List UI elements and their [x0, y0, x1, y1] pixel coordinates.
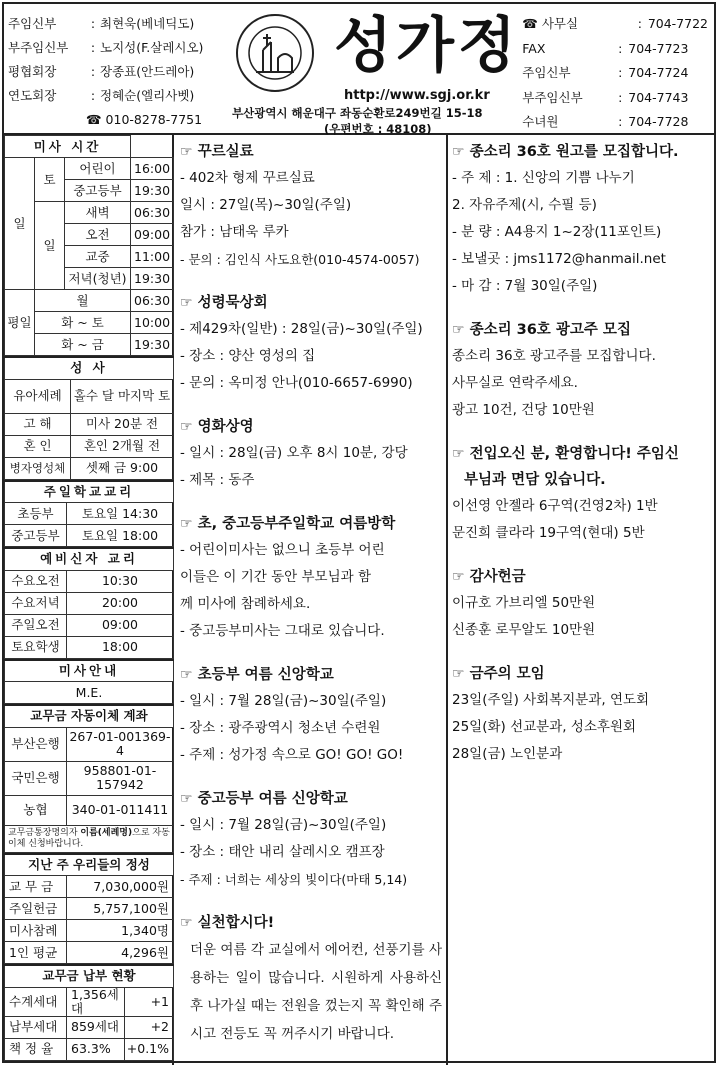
contact-label: 수녀원 [522, 114, 559, 129]
notice-column-right [448, 135, 716, 785]
item-name: 초등부 [5, 503, 67, 525]
phone-icon: ☎ [86, 112, 106, 127]
contact-row: FAX : 704-7723 [522, 37, 708, 62]
officer-row: 부주임신부 : 노지성(F.살레시오) [8, 36, 203, 60]
notice-block [180, 139, 442, 273]
autopay-table [4, 704, 174, 853]
notice-title-text: 성령묵상회 [197, 295, 268, 311]
officer-name: 노지성(F.살레시오) [100, 40, 204, 55]
sacraments-table [4, 356, 174, 480]
address: 부산광역시 해운대구 좌동순환로249번길 15-18 [232, 106, 483, 120]
notice-block [180, 662, 442, 769]
notice-line: 이들은 이 기간 동안 부모님과 함 [180, 569, 371, 585]
item-delta: +1 [124, 987, 173, 1016]
notice-block [452, 661, 712, 768]
notice-line: 참가 : 남태욱 루카 [180, 224, 289, 240]
item-value: 셋째 금 9:00 [71, 457, 174, 479]
notice-title-text: 종소리 36호 광고주 모집 [469, 322, 631, 338]
section-title: 교무금 납부 현황 [5, 965, 174, 987]
item-value: 미사 20분 전 [71, 413, 174, 435]
pointing-hand-icon: ☞ [180, 295, 193, 311]
item-delta: +2 [124, 1016, 173, 1038]
notice-title [180, 290, 442, 316]
notice-line: 일시 : 27일(목)~30일(주일) [180, 197, 352, 213]
contact-list [522, 12, 708, 135]
notice-line: 사무실로 연락주세요. [452, 375, 578, 391]
notice-title [180, 511, 442, 537]
notice-line: - 일시 : 28일(금) 오후 8시 10분, 강당 [180, 445, 408, 461]
item-value: 토요일 18:00 [67, 525, 174, 547]
bank-name: 국민은행 [5, 761, 67, 795]
item-name: 병자영성체 [5, 457, 71, 479]
item-name: 교 무 금 [5, 876, 67, 898]
notice-title-text: 금주의 모임 [469, 666, 545, 682]
officer-row: 연도회장 : 정혜순(엘리사벳) [8, 84, 203, 108]
mass-name: 어린이 [65, 158, 131, 180]
notice-block [180, 414, 442, 494]
mass-time: 19:30 [131, 180, 174, 202]
pointing-hand-icon: ☞ [180, 791, 193, 807]
notice-line: 28일(금) 노인분과 [452, 746, 563, 762]
officer-role: 연도회장 [8, 88, 57, 103]
mass-name: 교중 [65, 246, 131, 268]
pointing-hand-icon: ☞ [180, 419, 193, 435]
notice-line: - 문의 : 옥미정 안나(010-6657-6990) [180, 375, 413, 391]
mass-time: 11:00 [131, 246, 174, 268]
contact-label: FAX [522, 40, 546, 56]
contact-row: 부주임신부 : 704-7743 [522, 86, 708, 111]
mass-name: 오전 [65, 224, 131, 246]
note-emphasis: 이름(세례명) [80, 827, 133, 838]
section-title: 예비신자 교리 [5, 548, 174, 570]
pointing-hand-icon: ☞ [180, 667, 193, 683]
item-value: 혼인 2개월 전 [71, 435, 174, 457]
mass-time: 10:00 [131, 312, 174, 334]
pointing-hand-icon: ☞ [452, 666, 465, 682]
bank-name: 농협 [5, 795, 67, 825]
note-text: 교무금통장명의자 [8, 827, 81, 838]
section-title: 성 사 [5, 357, 174, 379]
notice-title-text: 초, 중고등부주일학교 여름방학 [197, 516, 396, 532]
notice-line: - 어린이미사는 없으니 초등부 어린 [180, 542, 385, 558]
notice-title [452, 441, 712, 467]
item-value: 5,757,100원 [67, 898, 174, 920]
notice-line: 종소리 36호 광고주를 모집합니다. [452, 348, 656, 364]
contact-number[interactable]: 704-7743 [628, 89, 689, 105]
notice-title-text: 중고등부 여름 신앙학교 [197, 791, 348, 807]
notice-line: - 장소 : 태안 내리 살레시오 캠프장 [180, 844, 385, 860]
notice-line: 문진희 클라라 19구역(현대) 5반 [452, 525, 645, 541]
header [4, 4, 714, 135]
item-name: 1인 평균 [5, 942, 67, 964]
notice-title [180, 414, 442, 440]
officer-role: 주임신부 [8, 16, 57, 31]
notice-line: - 문의 : 김인식 사도요한(010-4574-0057) [180, 252, 420, 267]
notice-block [452, 139, 712, 300]
notice-title [452, 661, 712, 687]
dues-table [4, 964, 174, 1061]
item-name: 중고등부 [5, 525, 67, 547]
notice-block [180, 786, 442, 893]
pointing-hand-icon: ☞ [180, 144, 193, 160]
notice-title [180, 139, 442, 165]
day-label: 일 [35, 202, 65, 290]
section-title: 지난 주 우리들의 정성 [5, 854, 174, 876]
notice-line: - 주제 : 너희는 세상의 빛이다(마태 5,14) [180, 872, 408, 887]
contact-number[interactable]: 704-7728 [628, 114, 689, 129]
section-title: 미사 시간 [5, 136, 131, 158]
mass-time: 06:30 [131, 202, 174, 224]
item-name: 책 정 율 [5, 1038, 67, 1060]
mass-name: 화 ~ 토 [35, 312, 131, 334]
item-name: 고 해 [5, 413, 71, 435]
contact-label: 주임신부 [522, 65, 571, 80]
pointing-hand-icon: ☞ [452, 446, 465, 462]
offerings-table [4, 853, 174, 965]
officer-row: 주임신부 : 최현욱(베네딕도) [8, 12, 203, 36]
notice-line: - 일시 : 7월 28일(금)~30일(주일) [180, 693, 387, 709]
officer-name: 장종표(안드레아) [100, 64, 195, 79]
mass-time: 19:30 [131, 334, 174, 356]
notice-title-text: 꾸르실료 [197, 144, 254, 160]
notice-line: 광고 10건, 건당 10만원 [452, 402, 595, 418]
bulletin-title: 성가정 [334, 11, 520, 81]
notice-title [452, 139, 712, 165]
notice-title-text: 실천합시다! [197, 915, 275, 931]
item-value: 09:00 [67, 614, 174, 636]
contact-label: 사무실 [541, 16, 579, 31]
sidebar [4, 135, 174, 1065]
item-value: 7,030,000원 [67, 876, 174, 898]
notice-title [180, 786, 442, 812]
officer-phone[interactable]: 010-8278-7751 [105, 112, 203, 127]
notice-email[interactable]: - 보낼곳 : jms1172@hanmail.net [452, 251, 666, 267]
notice-line: 께 미사에 참례하세요. [180, 596, 311, 612]
zipcode: (우편번호 : 48108) [324, 122, 432, 136]
officer-name: 최현욱(베네딕도) [100, 16, 195, 31]
notice-title-text: 종소리 36호 원고를 모집합니다. [469, 144, 679, 160]
section-title: 주일학교교리 [5, 481, 174, 503]
mass-time: 09:00 [131, 224, 174, 246]
item-value: 63.3% [67, 1038, 125, 1060]
item-name: 납부세대 [5, 1016, 67, 1038]
notice-line: - 장소 : 양산 영성의 집 [180, 348, 316, 364]
item-value: 18:00 [67, 636, 174, 658]
day-label: 평일 [5, 290, 35, 356]
item-name: 수요오전 [5, 570, 67, 592]
notice-line: - 주제 : 성가정 속으로 GO! GO! GO! [180, 747, 404, 763]
mass-time: 16:00 [131, 158, 174, 180]
account-number: 267-01-001369-4 [67, 727, 174, 761]
item-value: 4,296원 [67, 942, 174, 964]
notice-title [180, 910, 442, 936]
notice-line: - 장소 : 광주광역시 청소년 수련원 [180, 720, 381, 736]
sunday-school-table [4, 480, 174, 548]
item-value: 20:00 [67, 592, 174, 614]
notice-line: - 제목 : 동주 [180, 472, 255, 488]
contact-row: 주임신부 : 704-7724 [522, 61, 708, 86]
notice-block [180, 910, 442, 1048]
notice-line: - 중고등부미사는 그대로 있습니다. [180, 623, 385, 639]
notice-line: 이규호 가브리엘 50만원 [452, 595, 596, 611]
section-title: 교무금 자동이체 계좌 [5, 705, 174, 727]
officer-phone-row [8, 108, 203, 132]
item-value: 10:30 [67, 570, 174, 592]
contact-number[interactable]: 704-7724 [628, 65, 689, 80]
website-link[interactable]: http://www.sgj.or.kr [344, 88, 490, 103]
contact-row: 수녀원 : 704-7728 [522, 110, 708, 135]
contact-label: 부주임신부 [522, 89, 583, 105]
notice-title [452, 564, 712, 590]
notice-column-left [176, 135, 446, 1065]
item-name: 주일오전 [5, 614, 67, 636]
mass-time: 19:30 [131, 268, 174, 290]
notice-block [452, 441, 712, 547]
contact-row: ☎ 사무실 : 704-7722 [522, 12, 708, 37]
notice-line: 이선영 안젤라 6구역(건영2차) 1반 [452, 498, 658, 514]
account-number: 958801-01-157942 [67, 761, 174, 795]
item-value: 홀수 달 마지막 토 [71, 379, 174, 413]
item-value: 1,356세대 [67, 987, 125, 1016]
bank-name: 부산은행 [5, 727, 67, 761]
item-name: 수계세대 [5, 987, 67, 1016]
notice-title [452, 317, 712, 343]
notice-line: - 402차 형제 꾸르실료 [180, 170, 315, 186]
day-label: 토 [35, 158, 65, 202]
mass-name: 중고등부 [65, 180, 131, 202]
item-value: M.E. [5, 682, 174, 704]
pointing-hand-icon: ☞ [452, 144, 465, 160]
notice-title-text: 부님과 면담 있습니다. [464, 472, 606, 488]
notice-title-text: 영화상영 [197, 419, 254, 435]
contact-number[interactable]: 704-7723 [628, 40, 689, 56]
item-value: 1,340명 [67, 920, 174, 942]
note-text: 으로 자동이체 신청바랍니다. [8, 827, 170, 849]
notice-title-text: 전입오신 분, 환영합니다! 주임신 [469, 446, 679, 462]
bulletin-page [2, 2, 716, 1063]
account-number: 340-01-011411 [67, 795, 174, 825]
mass-schedule-table [4, 135, 174, 356]
notice-line: - 분 량 : A4용지 1~2장(11포인트) [452, 224, 662, 240]
item-name: 유아세례 [5, 379, 71, 413]
notice-line: 25일(화) 선교분과, 성소후원회 [452, 719, 637, 735]
day-label: 일 [5, 158, 35, 290]
notice-paragraph: 더운 여름 각 교실에서 에어컨, 선풍기를 사용하는 일이 많습니다. 시원하게 사용하신 후 나가실 때는 전원을 껐는지 꼭 확인해 주시고 전등도 꼭 꺼주시기 바랍니다. [190, 942, 442, 1042]
notice-line: - 제429차(일반) : 28일(금)~30일(주일) [180, 321, 423, 337]
notice-block [452, 317, 712, 424]
phone-icon: ☎ [522, 16, 542, 31]
officer-role: 부주임신부 [8, 40, 69, 55]
notice-title-text: 초등부 여름 신앙학교 [197, 667, 334, 683]
item-value: 토요일 14:30 [67, 503, 174, 525]
notice-line: - 주 제 : 1. 신앙의 기쁨 나누기 [452, 170, 635, 186]
notice-title-text: 감사헌금 [469, 569, 526, 585]
item-delta: +0.1% [124, 1038, 173, 1060]
church-seal-logo [234, 12, 316, 94]
pointing-hand-icon: ☞ [180, 915, 193, 931]
item-value: 859세대 [67, 1016, 125, 1038]
mass-name: 새벽 [65, 202, 131, 224]
mass-name: 저녁(청년) [65, 268, 131, 290]
autopay-note [5, 825, 174, 852]
mass-name: 월 [35, 290, 131, 312]
notice-line: - 일시 : 7월 28일(금)~30일(주일) [180, 817, 387, 833]
officer-row: 평협회장 : 장종표(안드레아) [8, 60, 203, 84]
catechumen-table [4, 547, 174, 659]
item-name: 수요저녁 [5, 592, 67, 614]
notice-line: 23일(주일) 사회복지분과, 연도회 [452, 692, 650, 708]
mass-time: 06:30 [131, 290, 174, 312]
pointing-hand-icon: ☞ [180, 516, 193, 532]
mass-guide-table [4, 659, 174, 705]
notice-block [180, 290, 442, 397]
officer-role: 평협회장 [8, 64, 57, 79]
item-name: 혼 인 [5, 435, 71, 457]
section-title: 미사안내 [5, 660, 174, 682]
mass-name: 화 ~ 금 [35, 334, 131, 356]
item-name: 주일헌금 [5, 898, 67, 920]
officer-name: 정혜순(엘리사벳) [100, 88, 195, 103]
notice-line: - 마 감 : 7월 30일(주일) [452, 278, 598, 294]
notice-title [180, 662, 442, 688]
pointing-hand-icon: ☞ [452, 569, 465, 585]
pointing-hand-icon: ☞ [452, 322, 465, 338]
notice-line: 신종훈 로무알도 10만원 [452, 622, 596, 638]
notice-line: 2. 자유주제(시, 수필 등) [452, 197, 597, 213]
item-name: 토요학생 [5, 636, 67, 658]
contact-number[interactable]: 704-7722 [647, 16, 708, 31]
notice-block [180, 511, 442, 645]
officer-list [8, 12, 203, 132]
item-name: 미사참례 [5, 920, 67, 942]
notice-block [452, 564, 712, 644]
